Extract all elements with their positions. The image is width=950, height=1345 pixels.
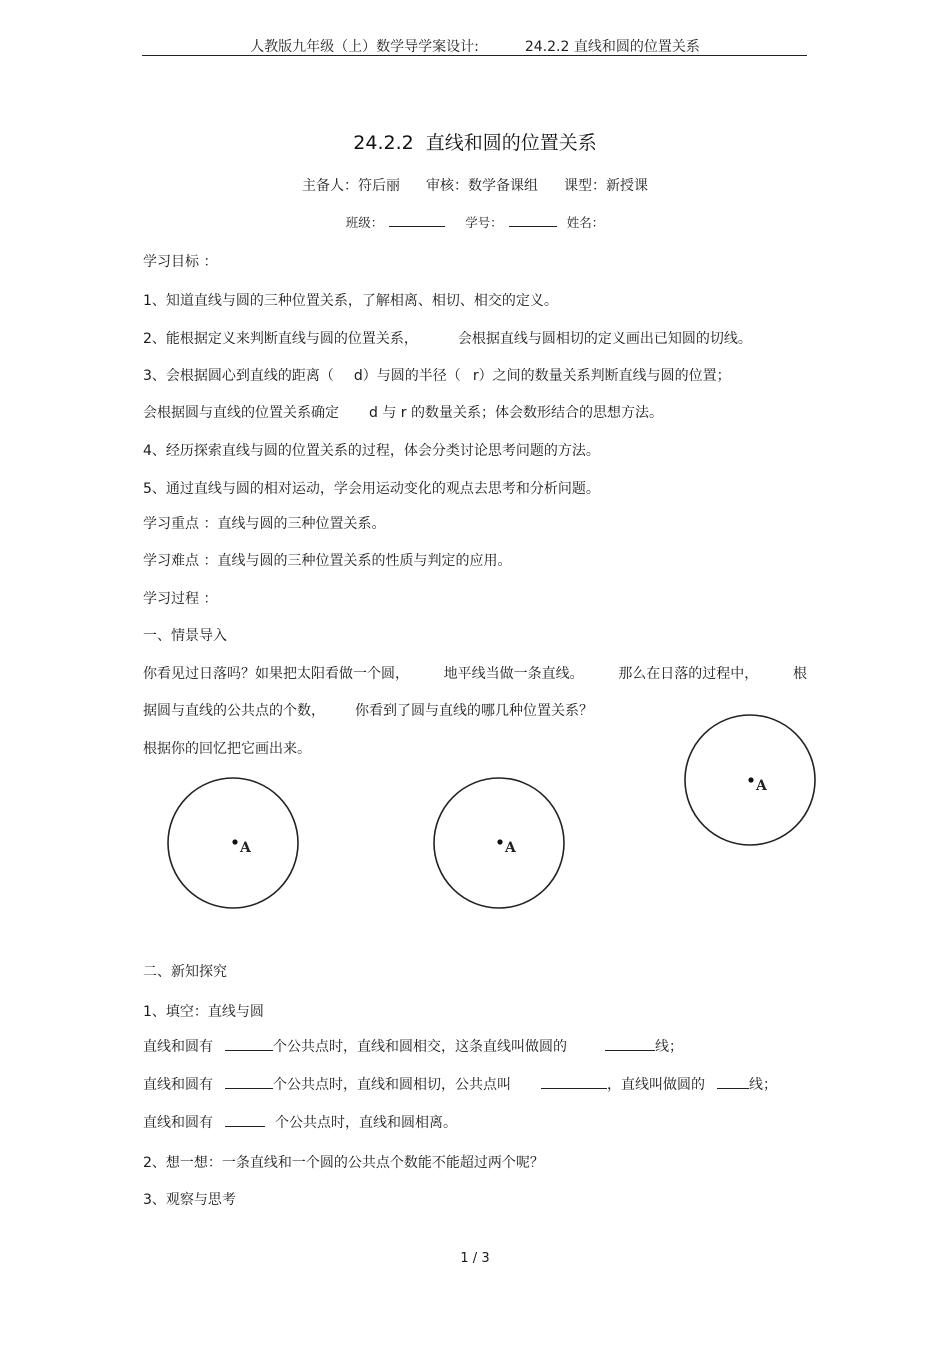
header-right: 24.2.2 直线和圆的位置关系 <box>524 39 700 55</box>
class-blank[interactable] <box>389 212 445 227</box>
center-point <box>497 839 502 844</box>
center-point <box>748 777 753 782</box>
fill-2-blank-point[interactable] <box>541 1074 607 1089</box>
class-label: 班级： <box>345 215 384 230</box>
objective-2b: 会根据直线与圆相切的定义画出已知圆的切线。 <box>457 331 752 347</box>
key-point: 学习重点 ：直线与圆的三种位置关系。 <box>143 516 386 532</box>
fill-line-3 <box>143 1112 457 1132</box>
center-label: A <box>505 840 516 856</box>
circle-diagram-3 <box>684 713 816 847</box>
student-fields <box>0 212 950 231</box>
fill-3b: 个公共点时，直线和圆相离。 <box>275 1115 457 1131</box>
fill-1-blank-count[interactable] <box>225 1036 273 1051</box>
objectives-heading: 学习目标 ： <box>143 254 218 270</box>
circle-diagram-2 <box>433 776 565 910</box>
objective-2a: 2、能根据定义来判断直线与圆的位置关系， <box>143 331 418 347</box>
fill-2-blank-type[interactable] <box>717 1074 749 1089</box>
intro-1c: 那么在日落的过程中， <box>618 666 759 682</box>
fill-line-1 <box>143 1036 683 1056</box>
preparer: 主备人：符后丽 <box>302 178 400 194</box>
fill-1a: 直线和圆有 <box>143 1039 213 1055</box>
process-heading: 学习过程 ： <box>143 591 218 607</box>
page-title <box>0 128 950 155</box>
fill-3a: 直线和圆有 <box>143 1115 213 1131</box>
objective-3b: d）与圆的半径（ <box>353 368 461 384</box>
fill-2-blank-count[interactable] <box>225 1074 273 1089</box>
fill-heading: 1、填空：直线与圆 <box>143 1004 264 1020</box>
fill-2b: 个公共点时，直线和圆相切，公共点叫 <box>273 1077 511 1093</box>
objective-3a: 3、会根据圆心到直线的距离（ <box>143 368 334 384</box>
objective-3d: 会根据圆与直线的位置关系确定 <box>143 405 339 421</box>
objective-4: 4、经历探索直线与圆的位置关系的过程，体会分类讨论思考问题的方法。 <box>143 443 600 459</box>
fill-1-blank-type[interactable] <box>605 1036 655 1051</box>
reviewer: 审核：数学备课组 <box>426 178 538 194</box>
fill-1b: 个公共点时，直线和圆相交，这条直线叫做圆的 <box>273 1039 567 1055</box>
intro-paragraph-line-3: 根据你的回忆把它画出来。 <box>143 741 311 757</box>
student-no-label: 学号： <box>465 215 503 230</box>
name-label: 姓名： <box>566 215 605 230</box>
section-2-heading: 二、新知探究 <box>143 964 227 980</box>
intro-1d: 根 <box>792 666 807 682</box>
observe-heading: 3、观察与思考 <box>143 1192 236 1208</box>
student-no-blank[interactable] <box>509 212 557 227</box>
meta-line <box>0 175 950 195</box>
intro-2a: 据圆与直线的公共点的个数， <box>143 703 325 719</box>
center-point <box>232 839 237 844</box>
intro-1b: 地平线当做一条直线。 <box>443 666 584 682</box>
center-label: A <box>240 840 251 856</box>
objective-3-cont <box>143 402 663 422</box>
objective-3e: d 与 r 的数量关系；体会数形结合的思想方法。 <box>369 405 663 421</box>
fill-2d: 线； <box>749 1077 777 1093</box>
objective-2 <box>143 328 752 348</box>
header-rule <box>142 55 807 56</box>
running-header <box>0 36 950 56</box>
objective-5: 5、通过直线与圆的相对运动，学会用运动变化的观点去思考和分析问题。 <box>143 481 600 497</box>
intro-2b: 你看到了圆与直线的哪几种位置关系？ <box>355 703 593 719</box>
header-left: 人教版九年级（上）数学导学案设计: <box>250 39 479 55</box>
objective-3c: r）之间的数量关系判断直线与圆的位置； <box>472 368 731 384</box>
fill-2c: ，直线叫做圆的 <box>607 1077 705 1093</box>
section-1-heading: 一、情景导入 <box>143 628 227 644</box>
intro-paragraph-line-2 <box>143 700 593 720</box>
page-number: 1 / 3 <box>460 1251 490 1266</box>
fill-line-2 <box>143 1074 777 1094</box>
difficulty: 学习难点 ：直线与圆的三种位置关系的性质与判定的应用。 <box>143 553 512 569</box>
lesson-type: 课型：新授课 <box>564 178 648 194</box>
fill-2a: 直线和圆有 <box>143 1077 213 1093</box>
title-number: 24.2.2 <box>353 132 414 154</box>
fill-1c: 线； <box>655 1039 683 1055</box>
intro-1a: 你看见过日落吗？如果把太阳看做一个圆， <box>143 666 409 682</box>
intro-paragraph-line-1 <box>143 663 807 683</box>
center-label: A <box>756 778 767 794</box>
fill-3-blank-count[interactable] <box>225 1112 265 1127</box>
objective-3 <box>143 365 731 385</box>
circle-diagram-1 <box>167 776 299 910</box>
objective-1: 1、知道直线与圆的三种位置关系，了解相离、相切、相交的定义。 <box>143 293 558 309</box>
title-text: 直线和圆的位置关系 <box>425 132 597 154</box>
think-question: 2、想一想：一条直线和一个圆的公共点个数能不能超过两个呢？ <box>143 1155 544 1171</box>
